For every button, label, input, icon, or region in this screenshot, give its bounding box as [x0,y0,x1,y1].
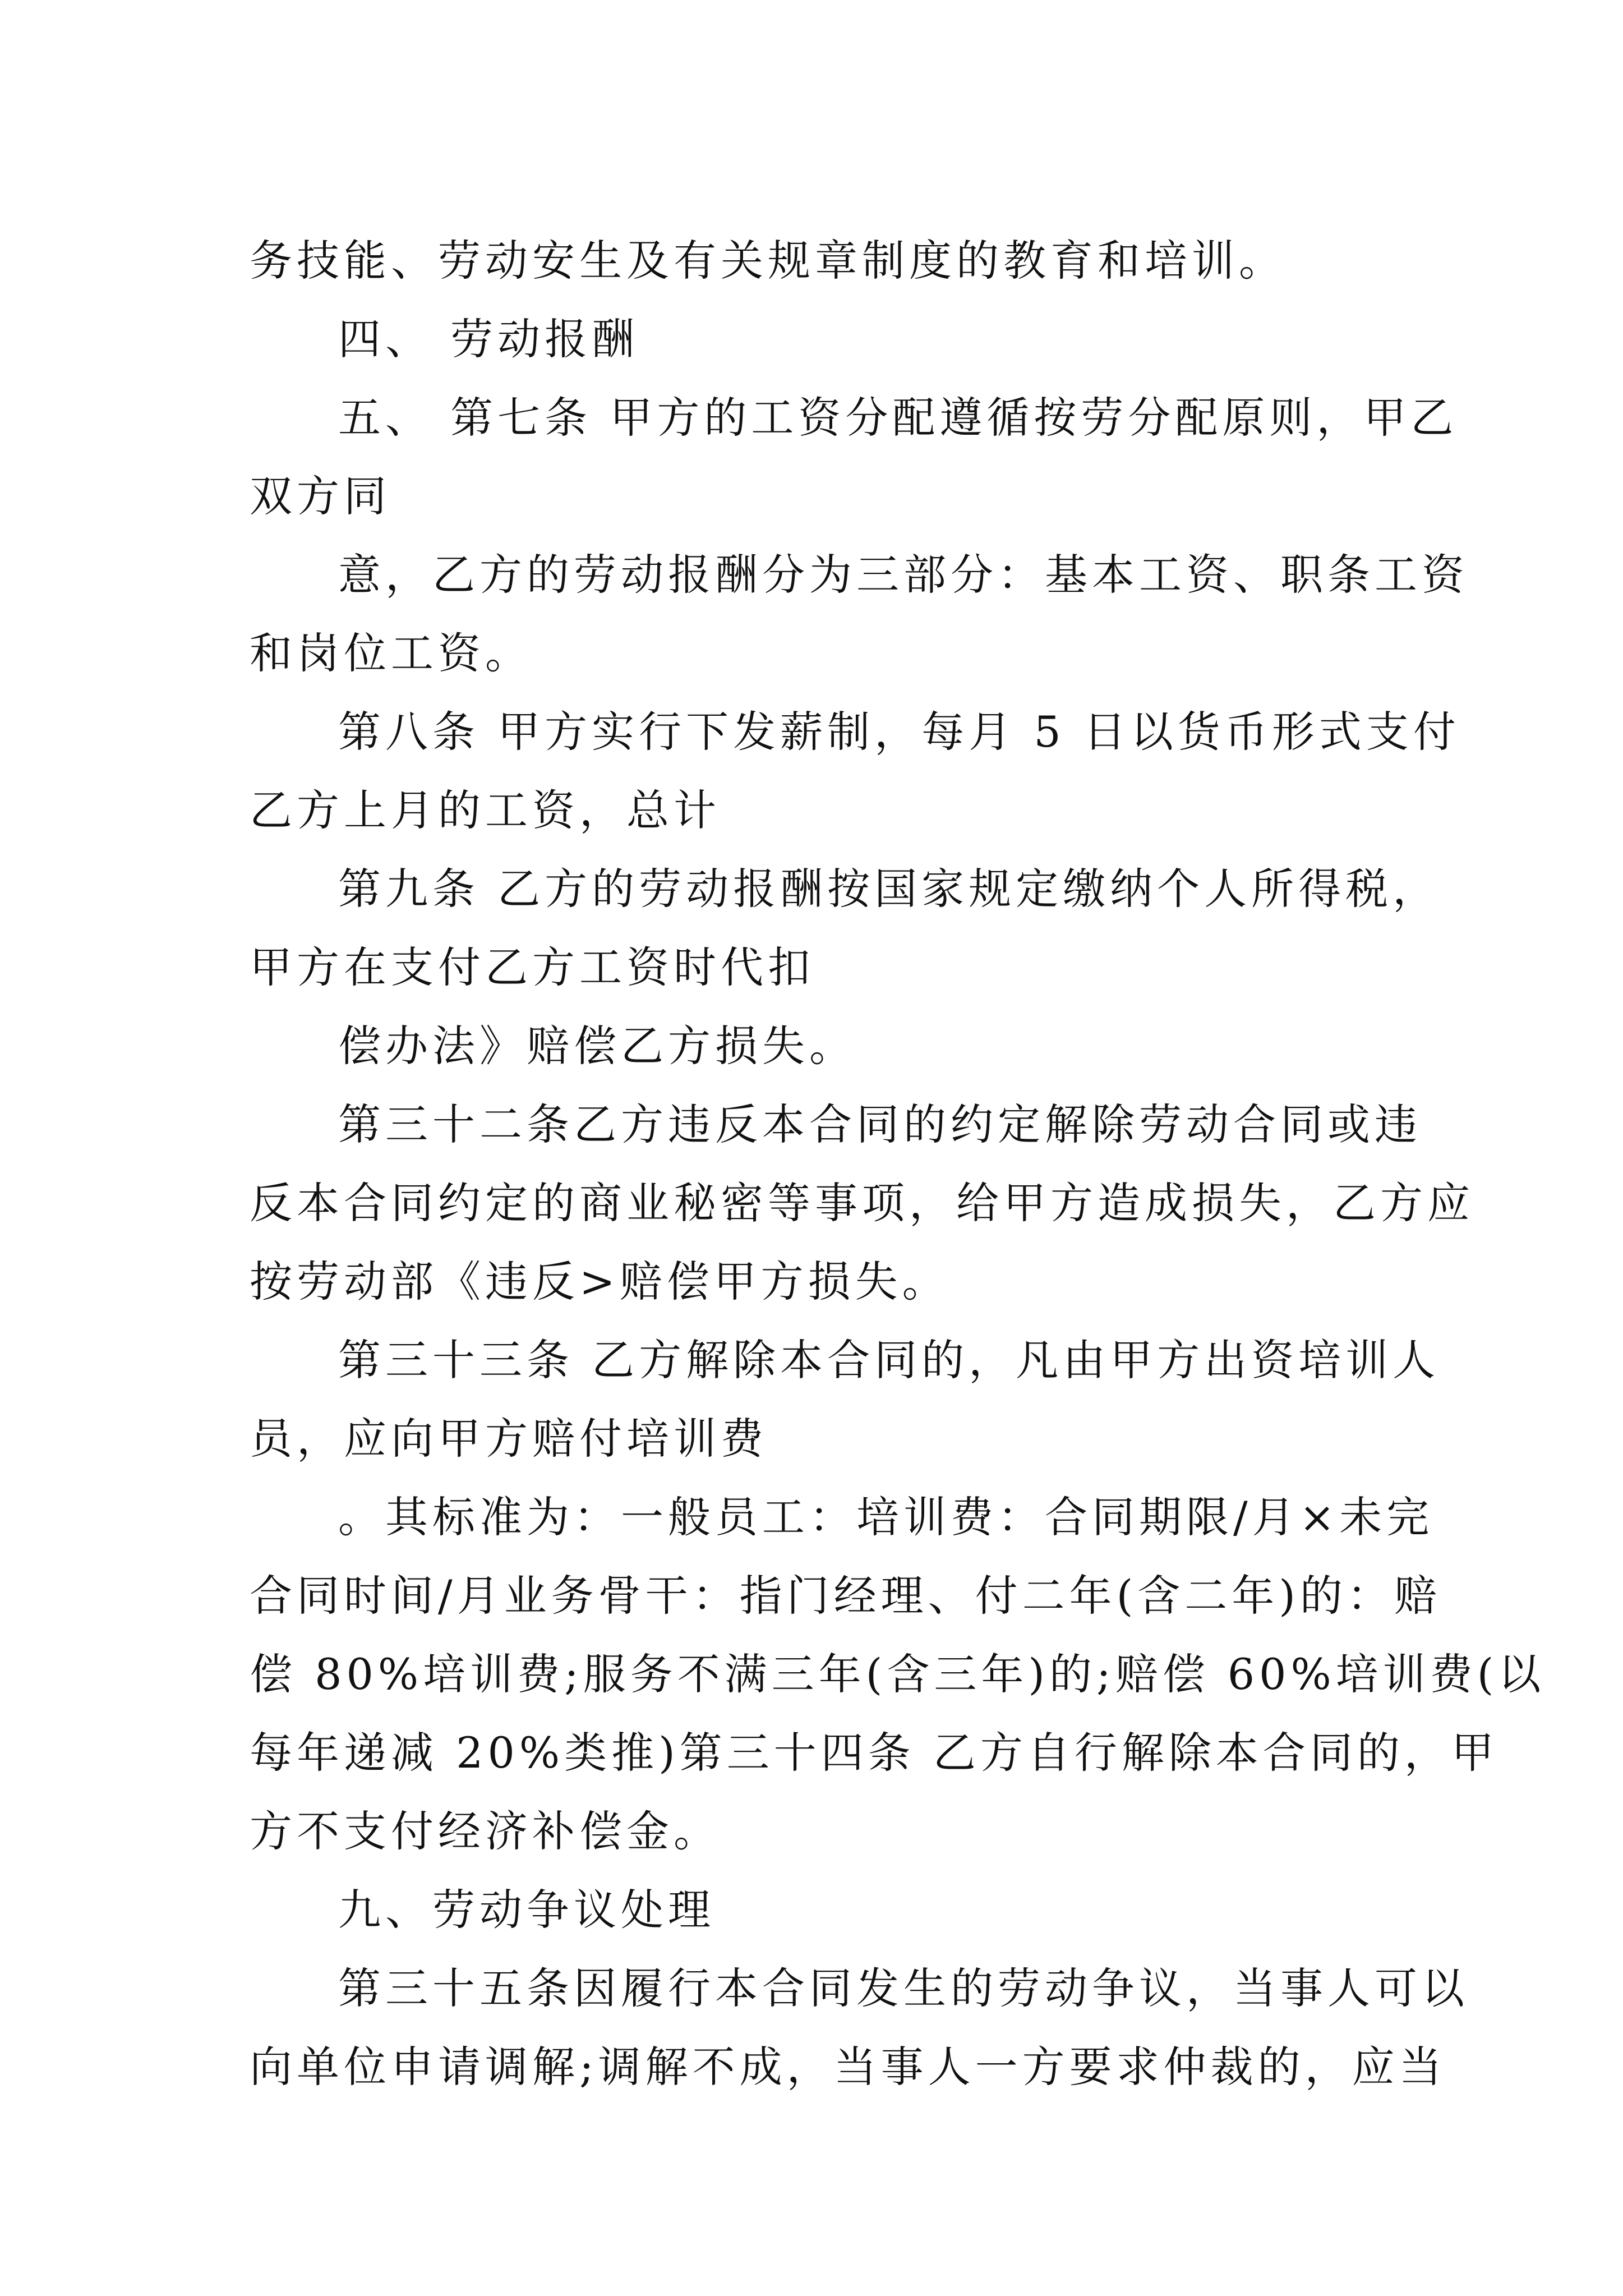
text-line: 。其标准为：一般员工：培训费：合同期限/月×未完 [338,1492,1434,1542]
text-line: 第九条 乙方的劳动报酬按国家规定缴纳个人所得税， [338,864,1440,914]
text-line: 甲方在支付乙方工资时代扣 [250,942,815,992]
text-line: 员，应向甲方赔付培训费 [250,1414,768,1464]
text-line: 第八条 甲方实行下发薪制，每月 5 日以货币形式支付 [338,707,1460,757]
text-line: 第三十二条乙方违反本合同的约定解除劳动合同或违 [338,1099,1422,1149]
text-line: 和岗位工资。 [250,628,532,678]
text-line: 偿 80%培训费;服务不满三年(含三年)的;赔偿 60%培训费(以 [250,1649,1546,1699]
text-line: 方不支付经济补偿金。 [250,1806,721,1856]
text-line: 第三十三条 乙方解除本合同的，凡由甲方出资培训人 [338,1335,1440,1385]
section-heading: 九、劳动争议处理 [338,1885,715,1935]
text-line: 每年递减 20%类推)第三十四条 乙方自行解除本合同的，甲 [250,1728,1498,1778]
text-line: 按劳动部《违反>赔偿甲方损失。 [250,1257,949,1306]
text-line: 五、 第七条 甲方的工资分配遵循按劳分配原则，甲乙 [338,393,1458,443]
text-line: 反本合同约定的商业秘密等事项，给甲方造成损失，乙方应 [250,1178,1474,1228]
document-body [250,222,1546,2106]
text-line: 偿办法》赔偿乙方损失。 [338,1021,856,1071]
text-line: 向单位申请调解;调解不成，当事人一方要求仲裁的，应当 [250,2042,1446,2092]
text-line: 第三十五条因履行本合同发生的劳动争议，当事人可以 [338,1963,1469,2013]
text-line: 乙方上月的工资，总计 [250,785,721,835]
section-heading: 四、 劳动报酬 [338,314,639,364]
text-line: 双方同 [250,471,391,521]
text-line: 务技能、劳动安生及有关规章制度的教育和培训。 [250,236,1286,286]
text-line: 意，乙方的劳动报酬分为三部分：基本工资、职条工资 [338,550,1469,600]
text-line: 合同时间/月业务骨干：指门经理、付二年(含二年)的：赔 [250,1571,1441,1621]
